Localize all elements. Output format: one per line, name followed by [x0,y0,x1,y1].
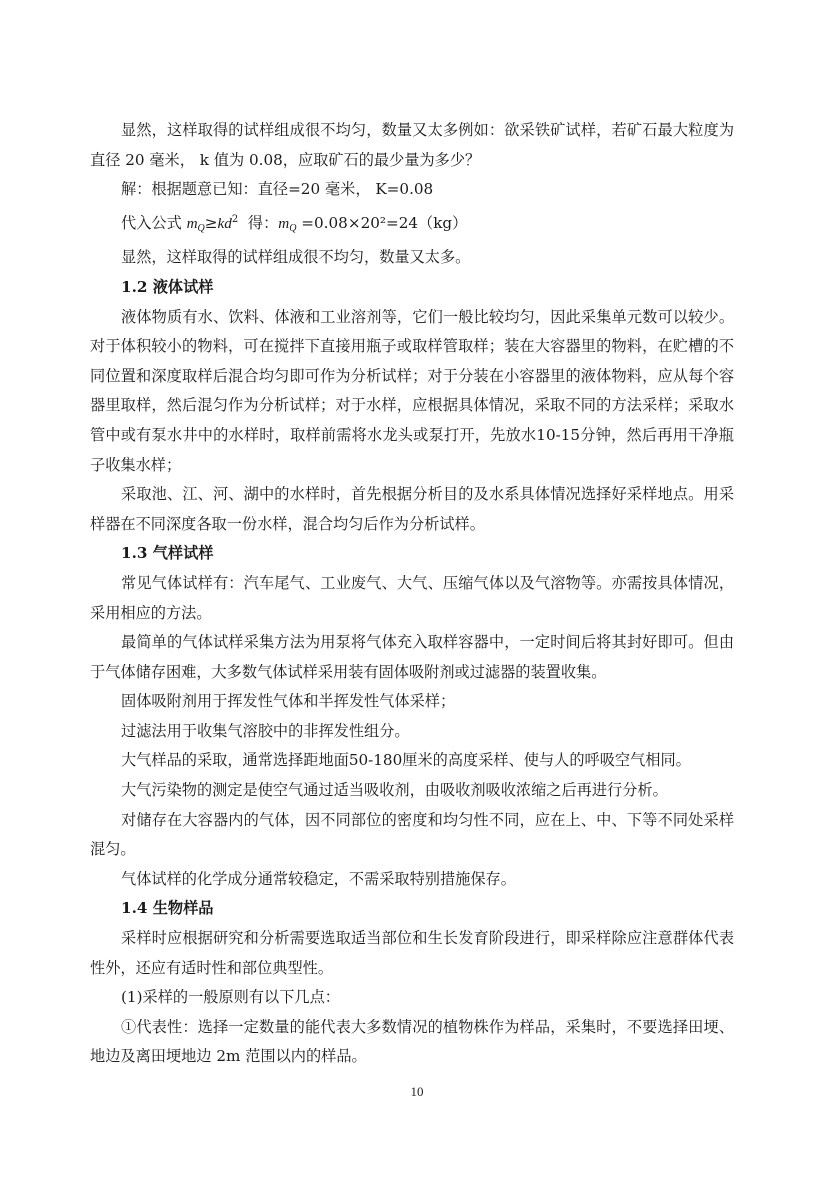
paragraph-air-pollutant: 大气污染物的测定是使空气通过适当吸收剂，由吸收剂吸收浓缩之后再进行分析。 [121,781,668,800]
paragraph-gas-types: 常见气体试样有：汽车尾气、工业废气、大气、压缩气体以及气溶物等。亦需按具体情况，采用相应的方法。 [90,573,734,622]
paragraph-representativeness: ①代表性：选择一定数量的能代表大多数情况的植物株作为样品，采集时，不要选择田埂、地边及离田埂地边 2m 范围以内的样品。 [90,1017,734,1066]
formula-q-subscript: Q [197,222,205,234]
paragraph-air-height: 大气样品的采取，通常选择距地面50-180厘米的高度采样、使与人的呼吸空气相同。 [121,751,691,770]
paragraph-conclusion: 显然，这样取得的试样组成很不均匀，数量又太多。 [121,248,471,267]
formula-exponent: 2 [231,213,239,225]
paragraph-formula [90,205,734,244]
section-heading-gas: 1.3 气样试样 [121,544,214,563]
section-heading-liquid: 1.2 液体试样 [121,277,214,296]
page-body [90,116,734,1072]
paragraph-water-sampling: 采取池、江、河、湖中的水样时，首先根据分析目的及水系具体情况选择好采样地点。用采样器在不同深度各取一份水样，混合均匀后作为分析试样。 [90,485,734,533]
formula-result: =0.08×20²=24（kg） [296,213,468,232]
paragraph-liquid-sampling: 液体物质有水、饮料、体液和工业溶剂等，它们一般比较均匀，因此采集单元数可以较少。对于体积较小的物料，可在搅拌下直接用瓶子或取样管取样；装在大容器里的物料，在贮槽的不同位置和深度取样后混合均匀即可作为分析试样；对于分装在小容器里的液体物料，应从每个容器里取样，然后混匀作为分析试样；对于水样，应根据具体情况，采取不同的方法采样；采取水管中或有泵水井中的水样时，取样前需将水龙头或泵打开，先放水10-15分钟，然后再用干净瓶子收集水样； [90,307,734,474]
formula-m-symbol: m [186,214,198,232]
formula-kd-term: kd [217,214,232,232]
paragraph-large-container: 对储存在大容器内的气体，因不同部位的密度和均匀性不同，应在上、中、下等不同处采样混匀。 [90,810,734,859]
paragraph-solid-adsorbent: 固体吸附剂用于挥发性气体和半挥发性气体采样； [121,692,456,711]
paragraph-bio-sampling: 采样时应根据研究和分析需要选取适当部位和生长发育阶段进行，即采样除应注意群体代表性外，还应有适时性和部位典型性。 [90,929,734,977]
formula-geq-symbol: ≥ [204,213,218,232]
page-number: 10 [410,1084,424,1099]
formula-then-label: 得： [238,213,279,232]
formula-prefix: 代入公式 [121,213,187,232]
formula-q-subscript-result: Q [289,222,297,234]
formula-m-symbol-result: m [278,214,290,232]
paragraph-solution-given: 解：根据题意已知：直径=20 毫米， K=0.08 [121,180,434,199]
paragraph-principles-intro: (1)采样的一般原则有以下几点： [121,988,340,1007]
paragraph-example-question: 显然，这样取得的试样组成很不均匀，数量又太多例如：欲采铁矿试样，若矿石最大粒度为直径 20 毫米， k 值为 0.08，应取矿石的最少量为多少？ [90,121,734,169]
paragraph-gas-stability: 气体试样的化学成分通常较稳定，不需采取特别措施保存。 [121,869,516,888]
paragraph-filtration: 过滤法用于收集气溶胶中的非挥发性组分。 [121,721,410,740]
section-heading-biological: 1.4 生物样品 [121,899,214,918]
paragraph-gas-method: 最简单的气体试样采集方法为用泵将气体充入取样容器中，一定时间后将其封好即可。但由于气体储存困难，大多数气体试样采用装有固体吸附剂或过滤器的装置收集。 [90,633,734,681]
